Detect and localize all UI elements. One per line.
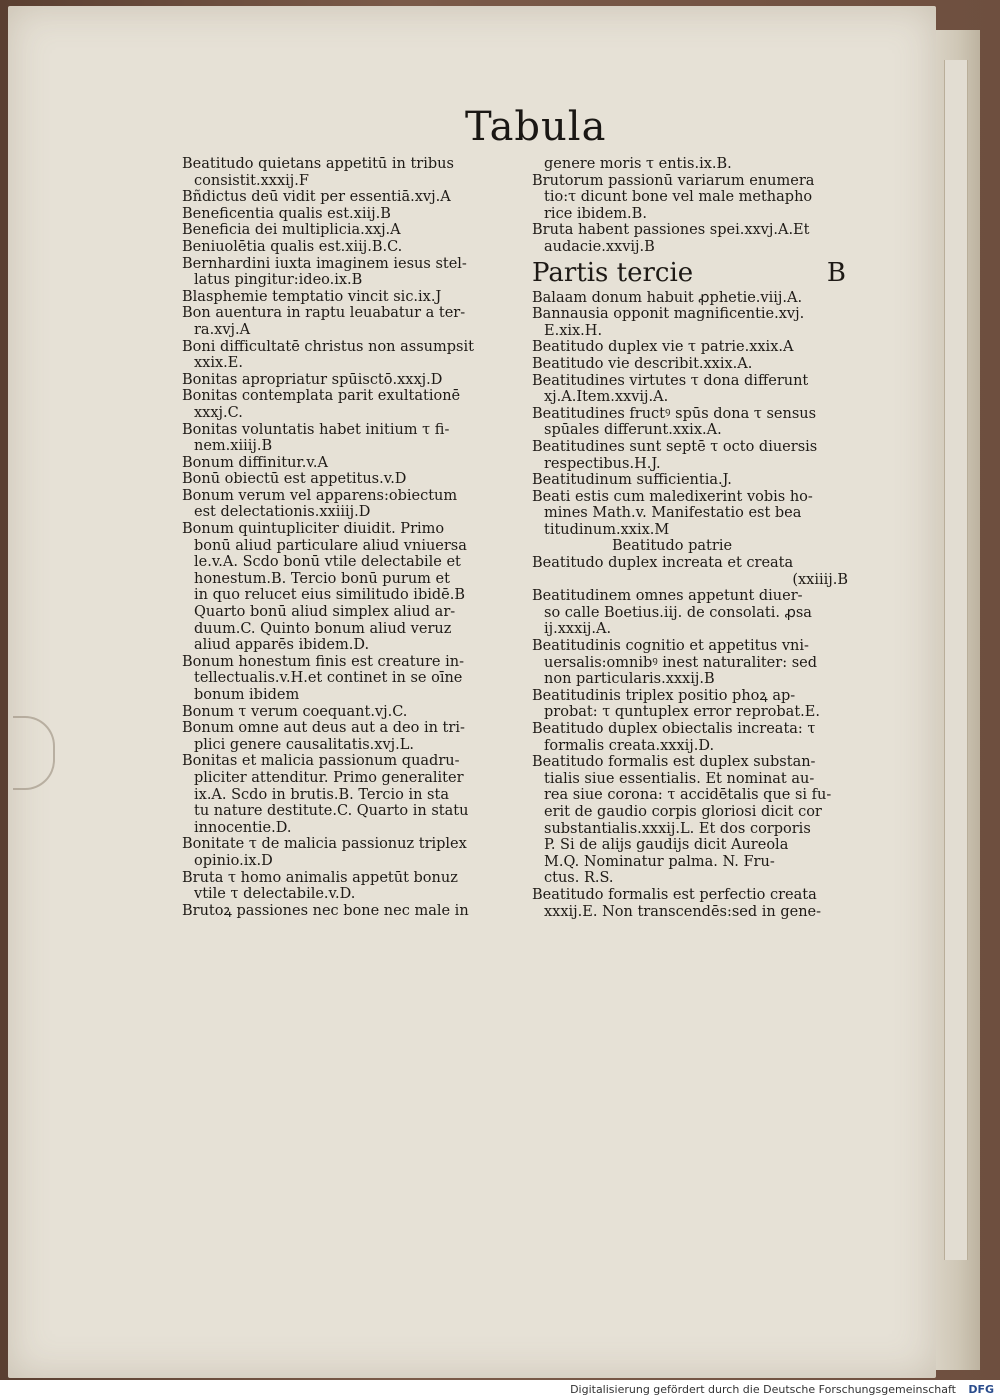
- index-entry-line: Beatitudinis cognitio et appetitus vni-: [532, 638, 809, 655]
- index-entry-line: Bonū obiectū est appetitus.v.D: [182, 471, 407, 488]
- spine-paper-strip: [944, 60, 968, 1260]
- index-entry-line: ix.A. Scdo in brutis.B. Tercio in sta: [194, 786, 449, 803]
- page-fold-mark: [13, 716, 55, 790]
- index-entry-line: so calle Boetius.iij. de consolati. ꝓsa: [544, 604, 812, 621]
- index-entry-line: Beati estis cum maledixerint vobis ho-: [532, 488, 813, 505]
- index-entry-line: aliud apparēs ibidem.D.: [194, 637, 370, 654]
- page-title: Tabula: [465, 104, 607, 150]
- index-entry-line: ij.xxxij.A.: [544, 621, 612, 638]
- index-entry-line: est delectationis.xxiiij.D: [194, 504, 371, 521]
- index-entry-line: nem.xiiij.B: [194, 438, 273, 455]
- index-entry-line: opinio.ix.D: [194, 852, 273, 869]
- index-entry-line: Beniuolētia qualis est.xiij.B.C.: [182, 238, 403, 255]
- index-entry-line: Bonum omne aut deus aut a deo in tri-: [182, 720, 465, 737]
- index-entry-line: Bruta τ homo animalis appetūt bonuz: [182, 869, 458, 886]
- index-entry-line: Bonum honestum finis est creature in-: [182, 653, 464, 670]
- index-entry-line: Beatitudo duplex obiectalis increata: τ: [532, 721, 816, 737]
- index-entry-line: tio:τ dicunt bone vel male methapho: [544, 189, 813, 206]
- index-entry-line: Bonum quintupliciter diuidit. Primo: [182, 521, 445, 538]
- index-entry-line: Beatitudo patrie: [612, 538, 733, 555]
- index-entry-line: E.xix.H.: [544, 322, 603, 339]
- index-entry-line: Bonitas apropriatur spūisctō.xxxj.D: [182, 371, 443, 388]
- index-entry-line: Bñdictus deū vidit per essentiā.xvj.A: [182, 189, 451, 206]
- index-entry-line: Bonitas voluntatis habet initium τ fi-: [182, 421, 450, 438]
- index-entry-line: le.v.A. Scdo bonū vtile delectabile et: [194, 554, 461, 571]
- index-entry-line: Bon auentura in raptu leuabatur a ter-: [182, 305, 466, 322]
- index-entry-line: formalis creata.xxxij.D.: [544, 737, 715, 754]
- index-entry-line: Beatitudo duplex vie τ patrie.xxix.A: [532, 339, 794, 356]
- index-entry-line: Beneficia dei multiplicia.xxj.A: [182, 222, 401, 239]
- index-entry-line: mines Math.v. Manifestatio est bea: [544, 505, 802, 522]
- index-entry-line: xxix.E.: [194, 355, 243, 372]
- footer-bar: [0, 1380, 1000, 1400]
- index-entry-line: Boni difficultatē christus non assumpsit: [182, 338, 474, 355]
- index-entry-line: erit de gaudio corpis gloriosi dicit cor: [544, 803, 822, 820]
- index-entry-line: Bonum τ verum coequant.vj.C.: [182, 703, 408, 720]
- index-entry-line: Beatitudinem omnes appetunt diuer-: [532, 588, 803, 605]
- index-entry-line: Beatitudo quietans appetitū in tribus: [182, 156, 454, 172]
- dfg-logo: DFG: [968, 1383, 994, 1396]
- index-entry-line: in quo relucet eius similitudo ibidē.B: [194, 587, 465, 604]
- index-entry-line: P. Si de alijs gaudijs dicit Aureola: [544, 837, 789, 854]
- index-entry-line: tialis siue essentialis. Et nominat au-: [544, 770, 815, 787]
- index-entry-line: Beatitudines sunt septē τ octo diuersis: [532, 438, 818, 455]
- index-entry-line: Brutorum passionū variarum enumera: [532, 172, 815, 189]
- index-entry-line: Bonitas contemplata parit exultationē: [182, 388, 461, 405]
- index-entry-line: xxxij.E. Non transcendēs:sed in gene-: [544, 903, 822, 920]
- index-entry-line: audacie.xxvij.B: [544, 238, 655, 255]
- index-entry-line: latus pingitur:ideo.ix.B: [194, 272, 363, 289]
- index-entry-line: Bonum verum vel apparens:obiectum: [182, 487, 458, 504]
- index-entry-line: Bonitate τ de malicia passionuz triplex: [182, 836, 467, 853]
- index-entry-line: non particularis.xxxij.B: [544, 671, 715, 688]
- section-letter: B: [826, 257, 846, 288]
- index-entry-line: Balaam donum habuit ꝓphetie.viij.A.: [532, 289, 803, 306]
- right-column: [532, 156, 852, 920]
- index-entry-line: Beneficentia qualis est.xiij.B: [182, 205, 391, 222]
- index-entry-line: Beatitudo duplex increata et creata: [532, 555, 794, 572]
- index-entry-line: ra.xvj.A: [194, 321, 251, 338]
- index-entry-line: Beatitudinis triplex positio phoꝝ ap-: [532, 687, 796, 704]
- index-entry-line: rice ibidem.B.: [544, 205, 647, 222]
- index-entry-line: probat: τ quntuplex error reprobat.E.: [544, 704, 820, 721]
- index-entry-line: innocentie.D.: [194, 819, 292, 836]
- index-entry-line: Bernhardini iuxta imaginem iesus stel-: [182, 255, 467, 272]
- index-entry-line: Beatitudo vie describit.xxix.A.: [532, 355, 753, 372]
- index-entry-line: bonū aliud particulare aliud vniuersa: [194, 537, 467, 554]
- index-entry-line: Beatitudinum sufficientia.J.: [532, 472, 732, 489]
- section-heading: [532, 256, 852, 290]
- index-entry-line: Bruta habent passiones spei.xxvj.A.Et: [532, 222, 810, 239]
- index-entry-line: Beatitudo formalis est perfectio creata: [532, 886, 817, 903]
- index-entry-line: plici genere causalitatis.xvj.L.: [194, 736, 414, 753]
- index-entry-line: genere moris τ entis.ix.B.: [544, 156, 732, 172]
- index-entry-line: titudinum.xxix.M: [544, 521, 670, 538]
- index-entry-line: spūales differunt.xxix.A.: [544, 422, 722, 439]
- footer-credit: Digitalisierung gefördert durch die Deutsche Forschungsgemeinschaft: [570, 1383, 956, 1396]
- index-entry-line: Beatitudo formalis est duplex substan-: [532, 754, 816, 771]
- index-entry-line: tu nature destitute.C. Quarto in statu: [194, 803, 469, 820]
- index-entry-line: vtile τ delectabile.v.D.: [194, 886, 356, 903]
- section-title: Partis tercie: [532, 257, 694, 288]
- left-column: [182, 156, 512, 919]
- index-entry-line: respectibus.H.J.: [544, 455, 661, 472]
- index-entry-line: tellectualis.v.H.et continet in se oīne: [194, 670, 463, 687]
- index-entry-line: xj.A.Item.xxvij.A.: [544, 389, 669, 406]
- index-entry-line: (xxiiij.B: [792, 571, 848, 588]
- index-entry-line: M.Q. Nominatur palma. N. Fru-: [544, 853, 775, 870]
- index-entry-line: uersalis:omnibꝰ inest naturaliter: sed: [544, 654, 817, 671]
- index-entry-line: bonum ibidem: [194, 687, 300, 703]
- index-entry-line: Brutoꝝ passiones nec bone nec male in: [182, 902, 469, 919]
- index-entry-line: duum.C. Quinto bonum aliud veruz: [194, 620, 452, 637]
- index-entry-line: Beatitudines virtutes τ dona differunt: [532, 372, 809, 389]
- index-entry-line: pliciter attenditur. Primo generaliter: [194, 769, 464, 786]
- index-entry-line: Bonum diffinitur.v.A: [182, 454, 328, 471]
- index-entry-line: xxxj.C.: [194, 404, 243, 421]
- right-column-top: [532, 156, 852, 256]
- index-entry-line: consistit.xxxij.F: [194, 172, 309, 189]
- index-entry-line: substantialis.xxxij.L. Et dos corporis: [544, 820, 811, 837]
- index-entry-line: Bannausia opponit magnificentie.xvj.: [532, 306, 805, 323]
- index-entry-line: Bonitas et malicia passionum quadru-: [182, 753, 460, 770]
- right-column-bottom: [532, 290, 852, 921]
- index-entry-line: Beatitudines fructꝰ spūs dona τ sensus: [532, 405, 817, 422]
- index-entry-line: honestum.B. Tercio bonū purum et: [194, 570, 450, 587]
- index-entry-line: ctus. R.S.: [544, 870, 614, 887]
- index-entry-line: Blasphemie temptatio vincit sic.ix.J: [182, 288, 442, 305]
- index-entry-line: Quarto bonū aliud simplex aliud ar-: [194, 604, 456, 621]
- index-entry-line: rea siue corona: τ accidētalis que si fu-: [544, 787, 832, 804]
